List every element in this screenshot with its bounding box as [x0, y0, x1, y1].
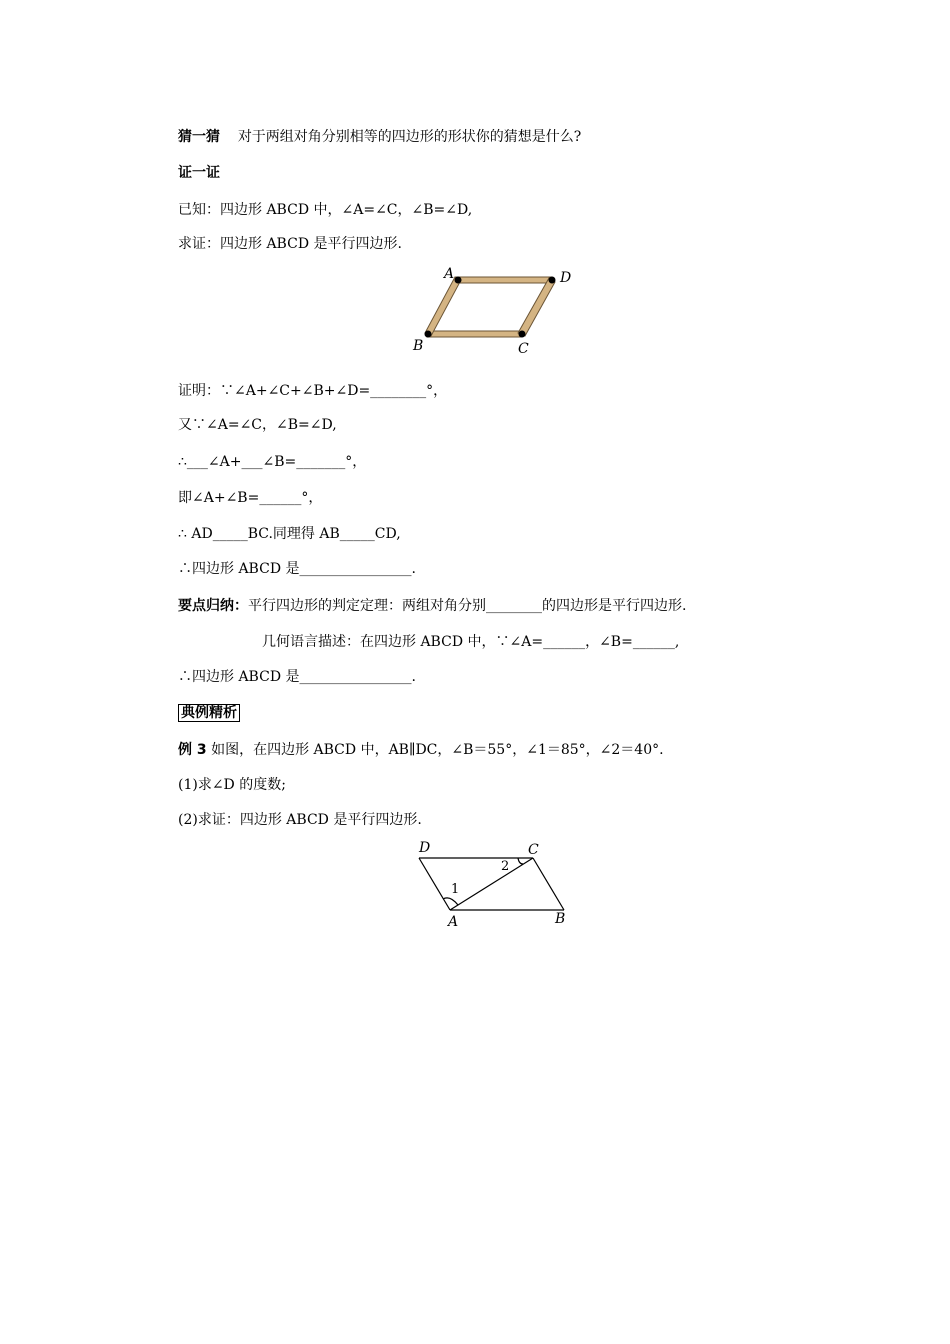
segment-da	[419, 858, 450, 910]
fig2-angle-1: 1	[451, 882, 460, 897]
bar-bc	[427, 331, 521, 337]
label-c: C	[518, 341, 529, 357]
example3-figure	[410, 838, 580, 933]
example-section-line	[178, 704, 240, 722]
example3-q1: (1)求∠D 的度数;	[178, 777, 286, 793]
example3-text: 如图，在四边形 ABCD 中，AB∥DC，∠B＝55°，∠1＝85°，∠2＝40°.	[211, 742, 664, 758]
example3-label: 例 3	[178, 742, 207, 758]
proof-line-2: 又∵∠A=∠C，∠B=∠D,	[178, 417, 337, 433]
guess-line	[178, 128, 581, 146]
angle-2-arc	[518, 858, 523, 864]
proof-line-1: 证明：∵∠A+∠C+∠B+∠D=________°，	[178, 383, 448, 399]
fig2-label-d: D	[419, 840, 431, 856]
fig2-angle-2: 2	[501, 859, 510, 874]
bar-ab	[425, 277, 461, 336]
label-a: A	[444, 266, 455, 282]
summary-geo-line: 几何语言描述：在四边形 ABCD 中，∵∠A=______，∠B=______,	[262, 634, 680, 650]
summary-line	[178, 597, 686, 615]
fig2-label-b: B	[555, 911, 566, 927]
fig2-label-c: C	[528, 842, 539, 858]
given-line: 已知：四边形 ABCD 中，∠A=∠C，∠B=∠D,	[178, 202, 473, 218]
proof-line-6: ∴四边形 ABCD 是________________.	[178, 561, 416, 577]
example3-q2: (2)求证：四边形 ABCD 是平行四边形.	[178, 812, 422, 828]
segment-ac	[450, 858, 533, 910]
prove-heading: 证一证	[178, 165, 220, 181]
vertex-a-dot	[455, 277, 462, 284]
vertex-d-dot	[549, 277, 556, 284]
proof-line-5: ∴ AD_____BC.同理得 AB_____CD,	[178, 526, 401, 542]
guess-heading: 猜一猜	[178, 129, 220, 145]
proof-line-3: ∴___∠A+___∠B=_______°，	[178, 454, 367, 470]
segment-cb	[533, 858, 564, 910]
fig2-label-a: A	[448, 914, 459, 930]
summary-conclusion: ∴四边形 ABCD 是________________.	[178, 669, 416, 685]
vertex-c-dot	[519, 331, 526, 338]
example-section-heading: 典例精析	[178, 704, 240, 722]
proof-line-4: 即∠A+∠B=______°，	[178, 490, 323, 506]
label-b: B	[413, 338, 424, 354]
vertex-b-dot	[425, 331, 432, 338]
label-d: D	[560, 270, 572, 286]
summary-heading: 要点归纳：	[178, 598, 248, 614]
to-prove-line: 求证：四边形 ABCD 是平行四边形.	[178, 236, 402, 252]
parallelogram-figure	[405, 262, 585, 362]
example3-line	[178, 741, 664, 759]
guess-text: 对于两组对角分别相等的四边形的形状你的猜想是什么?	[237, 129, 582, 145]
bar-dc	[518, 278, 555, 336]
summary-text: 平行四边形的判定定理：两组对角分别________的四边形是平行四边形.	[248, 598, 687, 614]
bar-ad	[455, 277, 552, 283]
